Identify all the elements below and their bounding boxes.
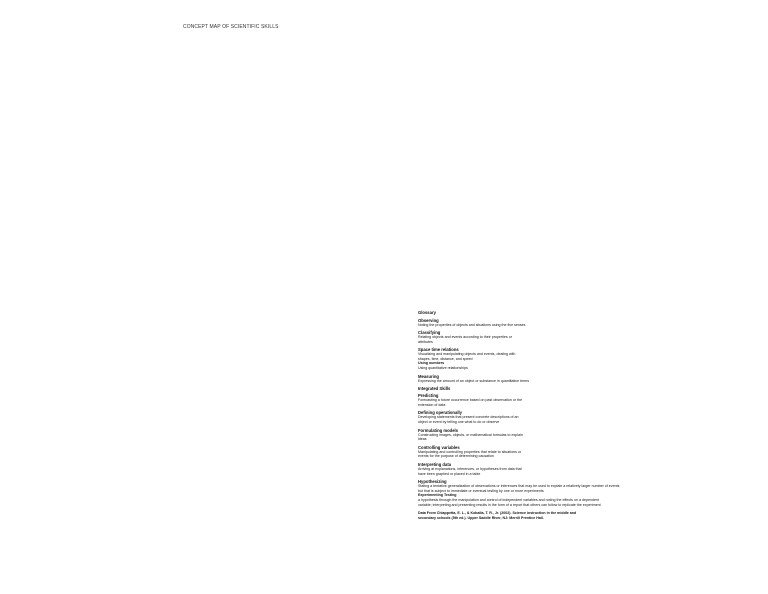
source-citation-continued: secondary schools (5th ed.). Upper Saddle River, NJ: Merrill Prentice Hall. (418, 515, 544, 520)
definition-line: events for the purpose of determining causation (418, 454, 494, 459)
definition-line: Forecasting a future occurrence based on past observation or the (418, 398, 523, 403)
source-citation: Data From Chiappetta, E. L., & Koballa, T. R., Jr. (2002). Science instruction in the middle and (418, 510, 577, 515)
term-measuring: Measuring (418, 373, 439, 379)
definition-line: Constructing images, objects, or mathematical formulas to explain (418, 432, 523, 437)
term-experimenting: Experimenting Testing (418, 493, 457, 498)
term-space-time-relations: Space time relations (418, 346, 459, 352)
term-defining-operationally: Defining operationally (418, 410, 462, 416)
term-classifying: Classifying (418, 329, 441, 335)
definition-line: Arriving at explanations, inferences, or hypotheses from data that (418, 466, 522, 471)
definition-line: Noting the properties of objects and situations using the five senses (418, 322, 526, 327)
definition-line: Expressing the amount of an object or substance in quantitative terms (418, 378, 530, 383)
definition-line: Stating a tentative generalization of observations or inferences that may be used to explain a relatively larger number of events (418, 483, 620, 488)
term-using-numbers: Using numbers (418, 361, 445, 366)
definition-line: object or event by telling one what to do or observe (418, 420, 500, 425)
integrated-skills-heading: Integrated Skills (418, 385, 451, 391)
definition-line: extension of data (418, 403, 446, 408)
page-title: CONCEPT MAP OF SCIENTIFIC SKILLS (183, 24, 279, 30)
definition-line: shapes, time, distance, and speed (418, 356, 473, 361)
glossary-heading: Glossary (418, 310, 436, 315)
definition-line: attributes (418, 339, 433, 344)
term-formulating-models: Formulating models (418, 427, 459, 433)
definition-line: Using quantitative relationships (418, 366, 468, 371)
glossary (418, 310, 680, 520)
term-hypothesizing: Hypothesizing (418, 478, 447, 484)
definition-line: Manipulating and controlling properties that relate to situations or (418, 449, 522, 454)
definition-line: a hypothesis through the manipulation and control of independent variables and noting the effects on a dependent (418, 498, 599, 503)
definition-line: Visualizing and manipulating objects and events, dealing with (418, 351, 516, 356)
definition-line: have been graphed or placed in a table (418, 471, 481, 476)
term-controlling-variables: Controlling variables (418, 444, 460, 450)
definition-line: variable; interpreting and presenting results in the form of a report that others can follow to replicate the experiment (418, 503, 601, 508)
term-predicting: Predicting (418, 393, 439, 399)
term-observing: Observing (418, 317, 439, 323)
definition-line: Developing statements that present concrete descriptions of an (418, 415, 519, 420)
definition-line: Relating objects and events according to their properties or (418, 334, 512, 339)
definition-line: ideas (418, 437, 427, 442)
term-interpreting-data: Interpreting data (418, 461, 452, 467)
definition-line: but that is subject to immediate or eventual testing by one or more experiments (418, 488, 544, 493)
